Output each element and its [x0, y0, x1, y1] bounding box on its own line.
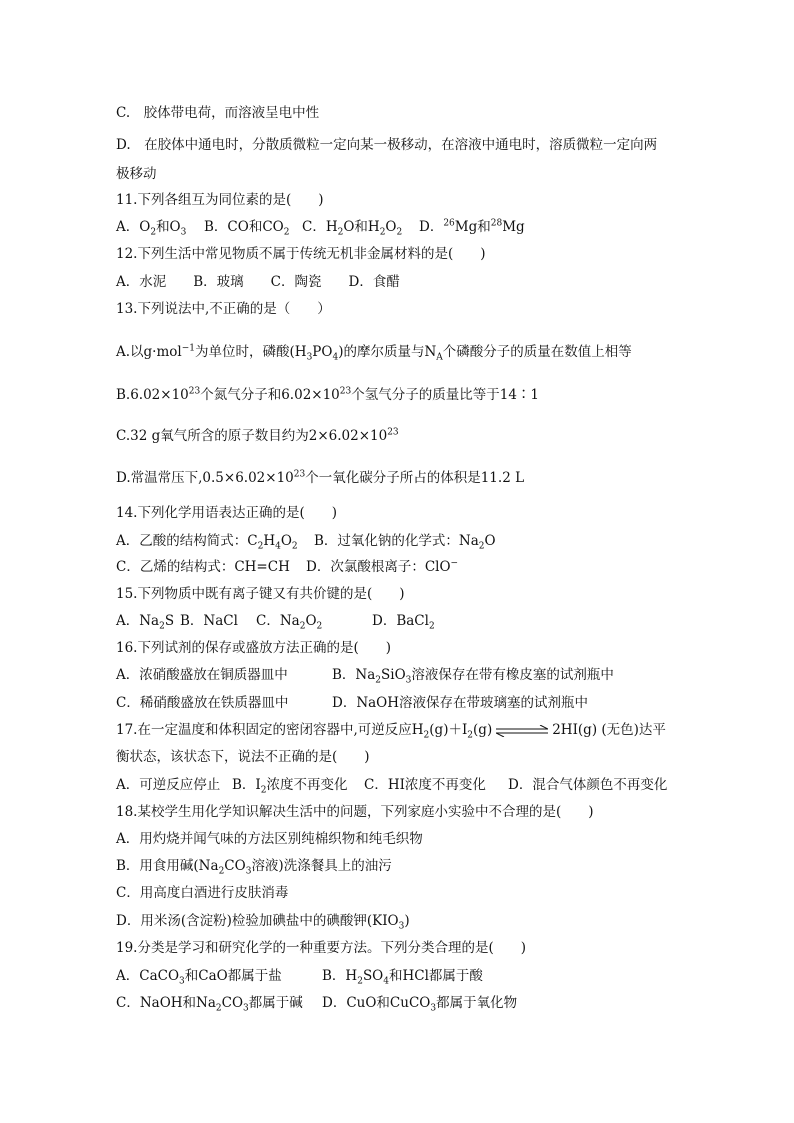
q18-option-d: D．用米汤(含淀粉)检验加碘盐中的碘酸钾$(KIO_3)$ [116, 913, 410, 932]
q19-option-c: C．NaOH和$Na_2CO_3$都属于碱 [116, 995, 303, 1014]
question-14-stem: 14.下列化学用语表达正确的是( ) [116, 505, 338, 521]
question-17-line1: 17.在一定温度和体积固定的密闭容器中,可逆反应$H_2(g)+I_2(g)$ 2HI(g) (无色)达平 [116, 722, 666, 741]
q18-option-c: C．用高度白酒进行皮肤消毒 [116, 885, 289, 901]
q16-option-c: C．稀硝酸盛放在铁质器皿中 [116, 695, 289, 711]
q11-option-b: B．CO和$CO_2$ [204, 219, 290, 238]
q15-option-c: C．$Na_2O_2$ [256, 613, 323, 632]
question-15-stem: 15.下列物质中既有离子键又有共价键的是( ) [116, 586, 405, 602]
q19-option-b: B．$H_2SO_4$和HCl都属于酸 [322, 968, 483, 987]
question-11-stem: 11.下列各组互为同位素的是( ) [116, 192, 324, 208]
q13-option-a: A.以g·mol$^{-1}$为单位时，磷酸$(H_3PO_4)$的摩尔质量与$N_A$个磷酸分子的质量在数值上相等 [116, 343, 632, 363]
option-d-colloid-line1: D. 在胶体中通电时，分散质微粒一定向某一极移动，在溶液中通电时，溶质微粒一定向两 [116, 137, 658, 153]
q14-option-c: C．乙烯的结构式：CH=CH [116, 559, 290, 575]
q11-option-a: A．$O_2$和$O_3$ [116, 219, 187, 238]
q16-option-d: D．NaOH溶液保存在带玻璃塞的试剂瓶中 [332, 695, 589, 711]
q11-option-d: D．$^{26}$Mg和$^{28}$Mg [419, 218, 525, 235]
q17-option-d: D．混合气体颜色不再变化 [508, 777, 668, 793]
q18-option-a: A．用灼烧并闻气味的方法区别纯棉织物和纯毛织物 [116, 831, 423, 847]
q17-option-c: C．HI浓度不再变化 [364, 777, 486, 793]
question-16-stem: 16.下列试剂的保存或盛放方法正确的是( ) [116, 640, 392, 656]
q15-option-a: A．$Na_2S$ [116, 613, 175, 632]
q13-option-d: D.常温常压下$,0.5\times 6.02\times 10^{23}$个一氧化碳分子所占的体积是11.2 L [116, 469, 525, 486]
q15-option-d: D．BaCl$_2$ [372, 613, 435, 632]
q19-option-a: A．CaCO$_3$和CaO都属于盐 [116, 968, 282, 987]
q19-option-d: D．CuO和CuCO$_3$都属于氧化物 [322, 995, 518, 1014]
q18-option-b: B．用食用碱($Na_2CO_3$溶液)洗涤餐具上的油污 [116, 858, 392, 877]
option-d-colloid-line2: 极移动 [116, 166, 157, 182]
q16-option-a: A．浓硝酸盛放在铜质器皿中 [116, 667, 288, 683]
question-17-line2: 衡状态，该状态下，说法不正确的是( ) [116, 749, 370, 765]
q17-option-a: A．可逆反应停止 [116, 777, 221, 793]
q11-option-c: C．$H_2O$和$H_2O_2$ [302, 219, 403, 238]
question-13-stem: 13.下列说法中,不正确的是（ ） [116, 301, 331, 317]
q16-option-b: B．$Na_2SiO_3$溶液保存在带有橡皮塞的试剂瓶中 [332, 667, 614, 686]
q14-option-a: A．乙酸的结构简式：$C_2H_4O_2$ [116, 533, 298, 552]
q14-option-d: D．次氯酸根离子：ClO− [306, 558, 459, 575]
q13-option-c: C.32 g氧气所含的原子数目约为$2\times 6.02\times 10^{23}$ [116, 427, 399, 444]
question-12-options: A．水泥 B．玻璃 C．陶瓷 D．食醋 [116, 274, 400, 290]
q14-option-b: B．过氧化钠的化学式：$Na_2O$ [314, 533, 496, 552]
q15-option-b: B．NaCl [180, 613, 238, 629]
question-18-stem: 18.某校学生用化学知识解决生活中的问题，下列家庭小实验中不合理的是( ) [116, 804, 594, 820]
q17-option-b: B．$I_2$浓度不再变化 [232, 777, 348, 796]
reversible-arrow-icon [496, 725, 548, 737]
question-19-stem: 19.分类是学习和研究化学的一种重要方法。下列分类合理的是( ) [116, 940, 527, 956]
question-12-stem: 12.下列生活中常见物质不属于传统无机非金属材料的是( ) [116, 246, 486, 262]
option-c-colloid: C. 胶体带电荷，而溶液呈电中性 [116, 105, 320, 121]
q13-option-b: $B.6.02\times 10^{23}$个氮气分子和$6.02\times 10^{23}$个氢气分子的质量比等于14∶1 [116, 386, 540, 403]
